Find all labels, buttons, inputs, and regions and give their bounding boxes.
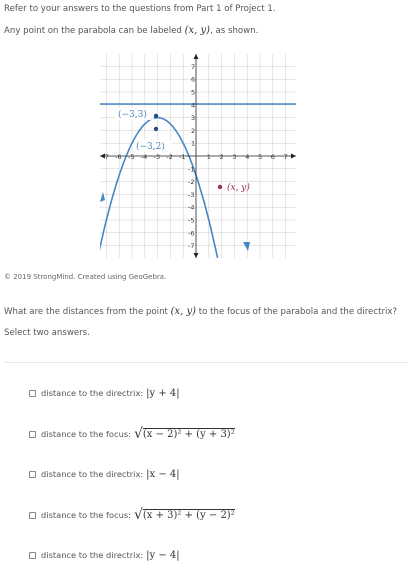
- intro-line-1: Refer to your answers to the questions from Part 1 of Project 1.: [4, 4, 276, 14]
- sqrt-icon: √: [133, 507, 143, 523]
- choice-label: distance to the directrix:: [41, 550, 144, 560]
- credit-text: © 2019 StrongMind. Created using GeoGebra.: [4, 273, 167, 281]
- checkbox[interactable]: [29, 390, 36, 397]
- choice-expression: |x − 4|: [146, 468, 180, 480]
- question-text-start: What are the distances from the point: [4, 307, 171, 317]
- vertex-label: (−3,3): [118, 110, 147, 120]
- x-tick-label: 6: [270, 153, 275, 161]
- y-tick-label: -2: [188, 178, 195, 187]
- choice-label: distance to the directrix:: [41, 469, 144, 479]
- choice-4[interactable]: [29, 507, 235, 523]
- x-tick-label: 5: [258, 153, 263, 161]
- choice-label: distance to the focus:: [41, 510, 131, 520]
- x-tick-label: 3: [232, 153, 237, 161]
- general-point-label: (x, y): [227, 183, 250, 193]
- x-tick-label: -3: [153, 153, 161, 161]
- choice-expression: [134, 428, 235, 440]
- intro-line-2-text-end: , as shown.: [210, 26, 259, 36]
- x-tick-label: 2: [219, 153, 224, 161]
- checkbox[interactable]: [29, 431, 36, 438]
- checkbox[interactable]: [29, 512, 36, 519]
- choice-label: distance to the directrix:: [41, 388, 144, 398]
- x-tick-label: -4: [140, 153, 148, 161]
- vertex-point: [154, 114, 158, 118]
- x-tick-label: -5: [128, 153, 135, 161]
- focus-label: (−3,2): [136, 142, 165, 152]
- y-tick-label: 2: [191, 126, 196, 135]
- x-tick-label: 4: [245, 153, 250, 161]
- intro-line-2-text: Any point on the parabola can be labeled: [4, 26, 185, 36]
- choice-2[interactable]: [29, 426, 235, 442]
- intro-line-2: [4, 25, 258, 36]
- y-tick-label: 1: [191, 139, 196, 148]
- choice-label: distance to the focus:: [41, 429, 131, 439]
- x-tick-label: -6: [115, 153, 122, 161]
- y-tick-label: 5: [191, 88, 196, 97]
- choice-5[interactable]: [29, 547, 180, 563]
- question-text: [4, 306, 397, 317]
- x-tick-label: -2: [166, 153, 173, 161]
- x-tick-label: -7: [102, 153, 109, 161]
- y-tick-label: 7: [191, 62, 196, 71]
- radicand: (x − 2)² + (y + 3)²: [142, 429, 235, 440]
- checkbox[interactable]: [29, 552, 36, 559]
- y-tick-label: -4: [188, 203, 195, 212]
- y-tick-label: -5: [188, 216, 195, 225]
- radicand: (x + 3)² + (y − 2)²: [142, 510, 235, 521]
- y-tick-label: -7: [188, 242, 195, 251]
- choice-1[interactable]: [29, 385, 180, 401]
- y-tick-label: 6: [191, 75, 196, 84]
- x-tick-label: -1: [179, 153, 186, 161]
- question-text-end: to the focus of the parabola and the directrix?: [196, 307, 398, 317]
- choice-expression: [134, 509, 235, 521]
- y-tick-label: 4: [191, 101, 196, 110]
- checkbox[interactable]: [29, 471, 36, 478]
- parabola-graph: [100, 54, 296, 258]
- focus-point: [154, 127, 158, 131]
- y-tick-label: -1: [188, 165, 195, 174]
- x-tick-label: 7: [283, 153, 288, 161]
- sqrt-icon: √: [133, 426, 143, 442]
- choice-expression: |y + 4|: [146, 387, 180, 399]
- divider: [4, 362, 408, 363]
- y-tick-label: -3: [188, 190, 195, 199]
- x-tick-label: 1: [206, 153, 211, 161]
- question-point-math: (x, y): [170, 306, 197, 317]
- choice-3[interactable]: [29, 466, 180, 482]
- instruction-text: Select two answers.: [4, 328, 90, 338]
- y-tick-label: -6: [188, 229, 195, 238]
- choice-expression: |y − 4|: [146, 549, 180, 561]
- point-label-math: (x, y): [184, 25, 211, 36]
- general-point: [218, 185, 222, 189]
- y-tick-label: 3: [191, 114, 196, 123]
